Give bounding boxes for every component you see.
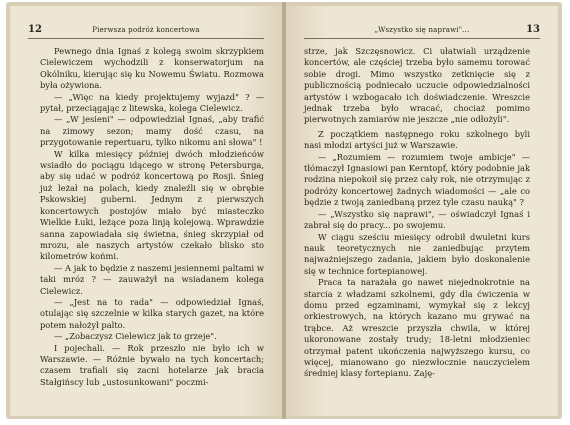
right-page-header [304,24,540,39]
left-page-text [40,46,264,388]
paragraph: — „Więc na kiedy projektujemy wyjazd" ? — pytał, przeciągając z litewska, kolega Cielewicz. [40,91,264,114]
open-book [6,2,562,419]
paragraph: W kilka miesięcy później dwóch młodzieńców wsiadło do pociągu idącego w stronę Petersburga, aby się udać w podróż koncertową po Rosji. Śnieg już leżał na polach, kiedy znaleźli się w obrębie Pskowskiej guberni. Jednym z pierwszych koncertowych postojów miało być miasteczko Wielkie Łuki, leżące poza linją kolejową. Wprawdzie sanna zapowiadała się świetna, śnieg skrzypiał od mrozu, ale naszych artystów czekało blisko sto kilometrów końmi. [40,148,264,262]
right-page [286,6,558,416]
paragraph: Z początkiem następnego roku szkolnego byli nasi młodzi artyści już w Warszawie. [304,128,530,151]
paragraph: Praca ta narażała go nawet niejednokrotnie na starcia z władzami szkolnemi, gdy dla ćwiczenia w domu przed egzaminami, wymykał się z lekcyj orkiestrowych, na których kazano mu grywać na trąbce. Aż wreszcie przyszła chwila, w której ukoronowane zostały trudy; 18-letni młodzieniec otrzymał patent ukończenia najwyższego kursu, co więcej, mianowano go niezwłocznie nauczycielem średniej klasy fortepianu. Zaję- [304,277,530,379]
paragraph: — A jak to będzie z naszemi jesiennemi paltami w taki mróz ? — zauważył na wsiadanem kolega Cielewicz. [40,262,264,296]
page-number: 13 [526,24,540,35]
running-title: Pierwsza podróż koncertowa [92,26,200,34]
page-number: 12 [28,24,42,35]
left-page-header [28,24,264,39]
paragraph: — „W jesieni" — odpowiedział Ignaś, „aby trafić na zimowy sezon; mamy dość czasu, na przygotowanie repertuaru, tylko nikomu ani słowa" ! [40,114,264,148]
right-page-text [304,46,530,380]
paragraph: — „Wszystko się naprawi", — oświadczył Ignaś i zabrał się do pracy... po swojemu. [304,208,530,231]
paragraph: I pojechali. — Rok przeszło nie było ich w Warszawie. — Różnie bywało na tych koncertach; czasem trafiali się zacni hotelarze jak bracia Stałgińscy lub „ustosunkowani" poczmi- [40,342,264,387]
left-page [10,6,282,416]
running-title: „Wszystko się naprawi"... [374,26,470,34]
paragraph: strze, jak Szczęsnowicz. Ci ułatwiali urządzenie koncertów, ale częściej trzeba było samemu torować sobie drogi. Mimo wszystko zetknięcie się z publicznością podniecało uczucie odpowiedzialności artystów i wzbogacało ich doświadczenie. Wreszcie jednak trzeba było wracać, chociaż pomimo pierwotnych zamiarów nie jeszcze „nie odłożyli". [304,46,530,125]
paragraph: — „Rozumiem — rozumiem twoje ambicje" — tłómaczył Ignasiowi pan Kerntopf, który podobnie jak rodzina niepokoił się przez cały rok, nie otrzymując z podróży koncertowej żadnych wiadomości — „ale co będzie z twoją zaniedbaną przez tyle czasu nauką" ? [304,151,530,208]
paragraph: — „Zobaczysz Cielewicz jak to grzeje". [54,331,217,342]
paragraph: Pewnego dnia Ignaś z kolegą swoim skrzypkiem Cielewiczem wychodzili z konserwatorjum na Okólniku, kierując się ku Nowemu Światu. Rozmowa była ożywiona. [40,46,264,91]
paragraph: — „Jest na to rada" — odpowiedział Ignaś, otulając się szczelnie w kilka starych gazet, na które potem nałożył palto. [40,296,264,330]
paragraph: W ciągu sześciu miesięcy odrobił dwuletni kurs nauk teoretycznych nie zaniedbując przytem najważniejszego zadania, jakiem było doskonalenie się w technice fortepianowej. [304,231,530,276]
